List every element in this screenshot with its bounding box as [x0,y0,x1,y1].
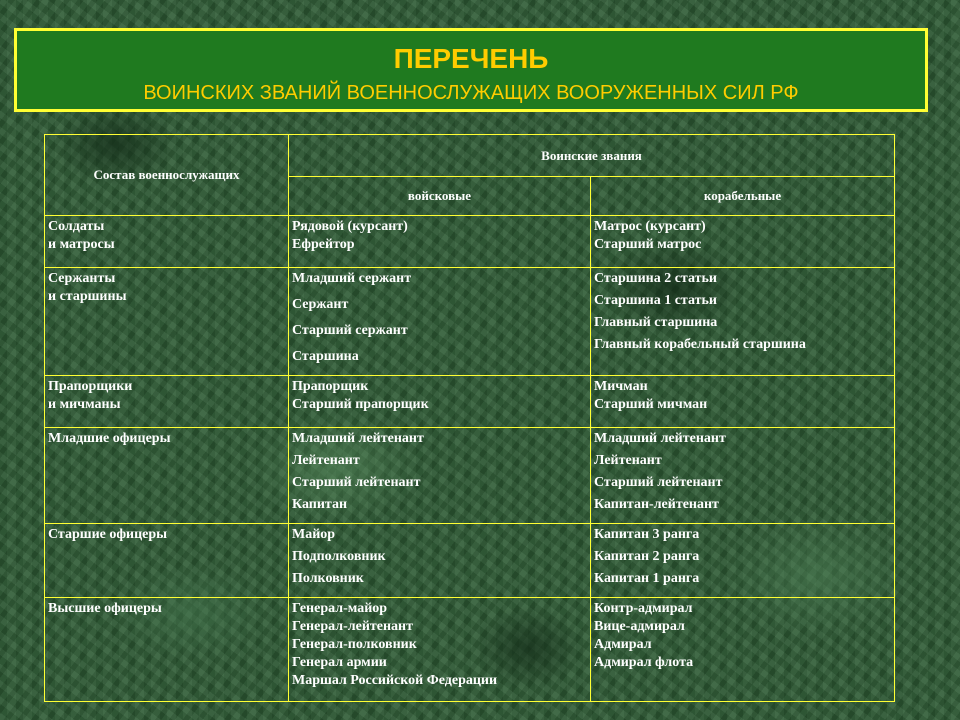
rank-item: Рядовой (курсант) [292,219,408,234]
rank-item: Генерал-полковник [292,637,417,652]
table-row [45,428,895,524]
rank-item: Генерал-майор [292,601,388,616]
army-ranks-cell [289,268,591,376]
rank-item: Старший сержант [292,323,408,338]
army-ranks-cell [289,524,591,598]
table-row [45,524,895,598]
army-ranks-cell [289,428,591,524]
page-title: ПЕРЕЧЕНЬ [393,43,549,74]
group-name-line: и матросы [48,237,115,252]
group-cell [45,524,289,598]
header-composition: Состав военнослужащих [45,135,289,216]
group-name-line: и старшины [48,289,127,304]
rank-item: Генерал-лейтенант [292,619,413,634]
group-name-line: Старшие офицеры [48,527,168,542]
rank-item: Главный старшина [594,315,718,330]
rank-item: Сержант [292,297,349,312]
table-row [45,268,895,376]
group-name-line: Солдаты [48,219,105,234]
navy-ranks-cell [591,428,895,524]
army-ranks-cell [289,376,591,428]
rank-item: Старшина [292,349,359,364]
rank-item: Полковник [292,571,364,586]
rank-item: Майор [292,527,336,542]
table-row [45,598,895,702]
table-row [45,376,895,428]
army-ranks-cell [289,216,591,268]
rank-item: Капитан-лейтенант [594,497,719,512]
navy-ranks-cell [591,524,895,598]
group-name-line: Сержанты [48,271,116,286]
rank-item: Младший сержант [292,271,412,286]
ranks-table [44,134,895,702]
rank-item: Генерал армии [292,655,387,670]
rank-item: Капитан [292,497,348,512]
group-cell [45,268,289,376]
group-name-line: Младшие офицеры [48,431,171,446]
army-ranks-cell [289,598,591,702]
navy-ranks-cell [591,376,895,428]
rank-item: Вице-адмирал [594,619,685,634]
group-name-line: и мичманы [48,397,121,412]
group-name-line: Высшие офицеры [48,601,162,616]
rank-item: Адмирал флота [594,655,694,670]
header-navy: корабельные [591,177,895,216]
navy-ranks-cell [591,216,895,268]
rank-item: Маршал Российской Федерации [292,673,498,688]
rank-item: Старший лейтенант [594,475,723,490]
rank-item: Старший матрос [594,237,702,252]
group-cell [45,216,289,268]
page-subtitle: ВОИНСКИХ ЗВАНИЙ ВОЕННОСЛУЖАЩИХ ВООРУЖЕННЫХ СИЛ РФ [143,82,799,104]
title-box [14,28,928,112]
rank-item: Ефрейтор [292,237,355,252]
group-cell [45,376,289,428]
table-row [45,216,895,268]
rank-item: Главный корабельный старшина [594,337,806,352]
rank-item: Старшина 2 статьи [594,271,717,286]
rank-item: Младший лейтенант [594,431,726,446]
rank-item: Капитан 2 ранга [594,549,700,564]
rank-item: Матрос (курсант) [594,219,706,234]
group-cell [45,598,289,702]
rank-item: Старший мичман [594,397,708,412]
header-ranks: Воинские звания [289,135,895,177]
rank-item: Капитан 1 ранга [594,571,700,586]
group-cell [45,428,289,524]
rank-item: Прапорщик [292,379,369,394]
rank-item: Старший прапорщик [292,397,429,412]
rank-item: Капитан 3 ранга [594,527,700,542]
rank-item: Мичман [594,379,648,394]
rank-item: Лейтенант [292,453,360,468]
rank-item: Контр-адмирал [594,601,693,616]
rank-item: Младший лейтенант [292,431,424,446]
group-name-line: Прапорщики [48,379,133,394]
rank-item: Старший лейтенант [292,475,421,490]
header-army: войсковые [289,177,591,216]
navy-ranks-cell [591,598,895,702]
rank-item: Лейтенант [594,453,662,468]
rank-item: Подполковник [292,549,386,564]
rank-item: Старшина 1 статьи [594,293,717,308]
rank-item: Адмирал [594,637,652,652]
navy-ranks-cell [591,268,895,376]
